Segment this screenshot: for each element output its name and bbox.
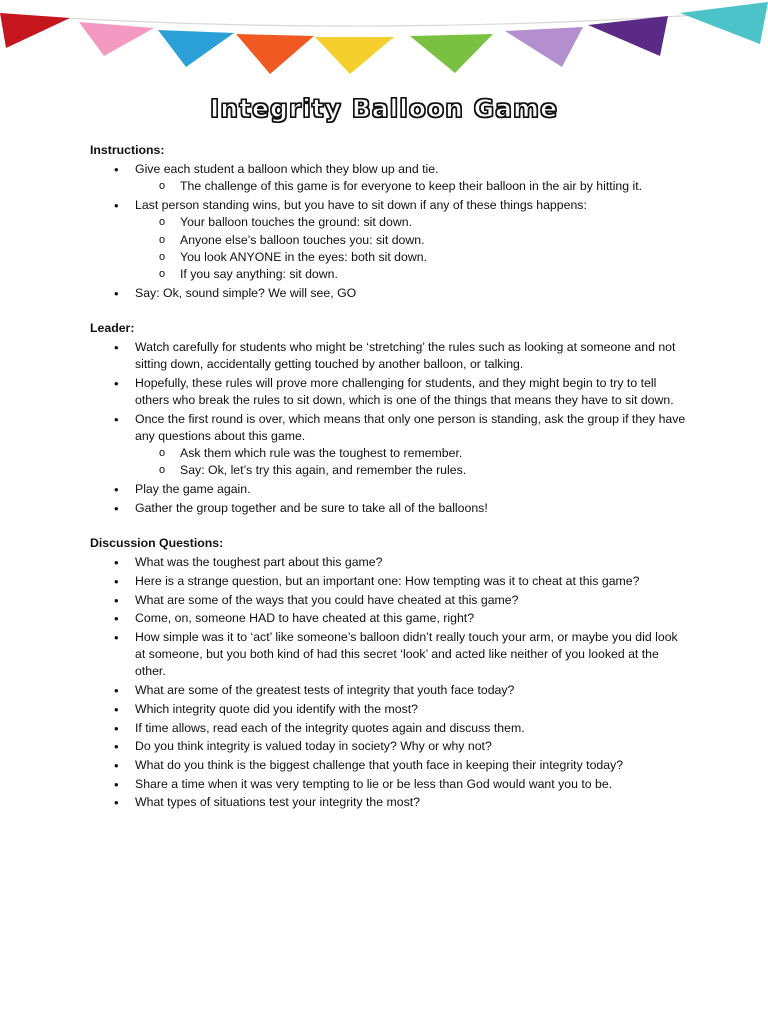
page-title: Integrity Balloon Game bbox=[209, 94, 559, 123]
list-item-text: What do you think is the biggest challenge that youth face in keeping their integrity today? bbox=[135, 758, 624, 772]
bunting-flag bbox=[410, 34, 493, 73]
list-item bbox=[90, 161, 690, 195]
sub-list-item: o If you say anything: sit down. bbox=[135, 266, 690, 283]
list-item-text: Say: Ok, sound simple? We will see, GO bbox=[135, 285, 357, 300]
list-item bbox=[90, 794, 690, 811]
list-item bbox=[90, 197, 690, 283]
bunting-flag bbox=[158, 30, 234, 67]
section-heading: Leader: bbox=[90, 320, 135, 335]
list-item-text: Share a time when it was very tempting to lie or be less than God would want you to be. bbox=[135, 776, 613, 791]
section bbox=[90, 142, 690, 302]
list-item bbox=[90, 738, 690, 755]
list-item-text: Once the first round is over, which means that only one person is standing, ask the group if they have any questions about this game. bbox=[135, 411, 686, 444]
bullet-list bbox=[90, 161, 690, 302]
sub-list-item: o You look ANYONE in the eyes: both sit down. bbox=[135, 249, 690, 266]
list-item-text: Hopefully, these rules will prove more challenging for students, and they might begin to try to tell others who break the rules to sit down, which is one of the things that means they have to sit down. bbox=[135, 375, 674, 408]
list-item-text: Last person standing wins, but you have to sit down if any of these things happens: bbox=[135, 198, 587, 213]
section-heading: Instructions: bbox=[90, 143, 165, 157]
sub-list-item: o Your balloon touches the ground: sit down. bbox=[135, 214, 690, 231]
document-body bbox=[90, 142, 690, 830]
list-item bbox=[90, 339, 690, 373]
bunting-flag bbox=[79, 22, 154, 56]
bunting-flag bbox=[588, 16, 668, 56]
list-item-text: Give each student a balloon which they blow up and tie. bbox=[135, 162, 439, 177]
sub-list bbox=[135, 178, 690, 195]
list-item bbox=[90, 757, 690, 774]
sub-list bbox=[135, 445, 690, 479]
list-item-text: What was the toughest part about this game? bbox=[135, 555, 383, 570]
list-item bbox=[90, 285, 690, 302]
list-item bbox=[90, 592, 690, 609]
bunting-flag bbox=[0, 13, 70, 48]
sub-list bbox=[135, 214, 690, 283]
section bbox=[90, 320, 690, 517]
bunting-flag bbox=[236, 34, 314, 74]
list-item-text: Gather the group together and be sure to take all of the balloons! bbox=[135, 500, 488, 515]
list-item bbox=[90, 629, 690, 681]
list-item-text: What types of situations test your integrity the most? bbox=[135, 795, 421, 810]
list-item bbox=[90, 500, 690, 517]
list-item bbox=[90, 573, 690, 590]
list-item bbox=[90, 481, 690, 498]
section-heading: Discussion Questions: bbox=[90, 536, 224, 551]
list-item-text: How simple was it to ‘act’ like someone’s balloon didn’t really touch your arm, or maybe you did look at someone, but you both kind of had this secret ‘look’ and acted like neither of you looked at the other. bbox=[135, 630, 678, 679]
bunting-banner bbox=[0, 0, 768, 80]
sub-list-item: o Anyone else’s balloon touches you: sit down. bbox=[135, 232, 690, 249]
section bbox=[90, 535, 690, 812]
list-item-text: Do you think integrity is valued today in society? Why or why not? bbox=[135, 739, 492, 754]
list-item-text: Come, on, someone HAD to have cheated at this game, right? bbox=[135, 611, 475, 626]
sub-list-item: o Ask them which rule was the toughest to remember. bbox=[135, 445, 690, 462]
list-item bbox=[90, 720, 690, 737]
bullet-list bbox=[90, 554, 690, 811]
list-item bbox=[90, 554, 690, 571]
list-item bbox=[90, 411, 690, 480]
list-item-text: Which integrity quote did you identify with the most? bbox=[135, 701, 418, 716]
list-item bbox=[90, 375, 690, 409]
list-item-text: Here is a strange question, but an important one: How tempting was it to cheat at this game? bbox=[135, 573, 640, 588]
bullet-list bbox=[90, 339, 690, 517]
list-item bbox=[90, 610, 690, 627]
list-item-text: Play the game again. bbox=[135, 482, 251, 497]
list-item-text: Watch carefully for students who might be ‘stretching’ the rules such as looking at someone and not sitting down, accidentally getting touched by another balloon, or talking. bbox=[135, 340, 676, 372]
list-item bbox=[90, 776, 690, 793]
list-item-text: If time allows, read each of the integrity quotes again and discuss them. bbox=[135, 720, 525, 735]
sub-list-item: o Say: Ok, let’s try this again, and remember the rules. bbox=[135, 462, 690, 479]
bunting-flag bbox=[505, 27, 583, 67]
bunting-flag bbox=[680, 2, 768, 44]
list-item bbox=[90, 682, 690, 699]
sub-list-item: o The challenge of this game is for everyone to keep their balloon in the air by hitting it. bbox=[135, 178, 690, 195]
list-item-text: What are some of the ways that you could have cheated at this game? bbox=[135, 592, 519, 607]
bunting-flag bbox=[315, 37, 394, 74]
list-item bbox=[90, 701, 690, 718]
list-item-text: What are some of the greatest tests of integrity that youth face today? bbox=[135, 683, 515, 698]
